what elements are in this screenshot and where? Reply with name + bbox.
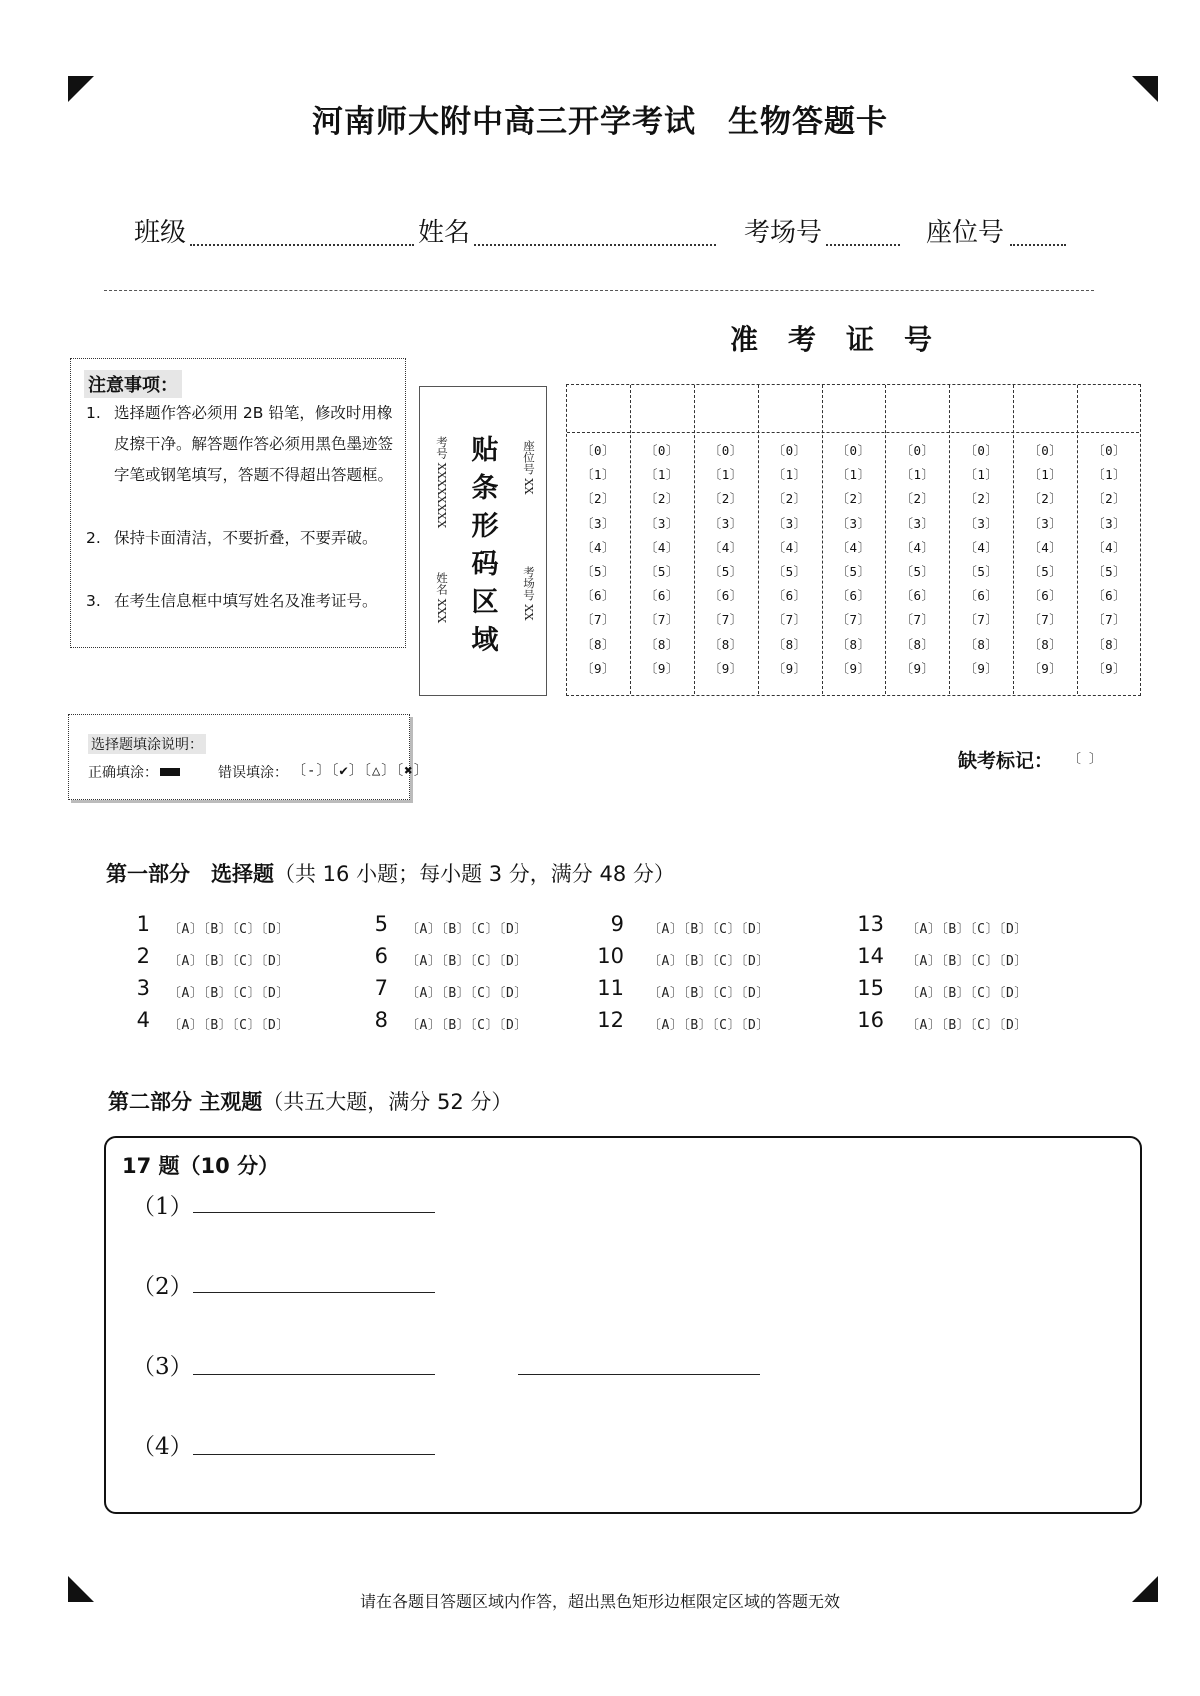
answer-options[interactable]: 〔A〕〔B〕〔C〕〔D〕 — [648, 922, 770, 937]
q17-answer-line-4[interactable] — [193, 1454, 435, 1455]
digit-bubble[interactable]: 〔0〕 — [964, 443, 999, 458]
digit-bubble[interactable]: 〔7〕 — [900, 612, 935, 628]
part2-title-bold: 第二部分 主观题 — [108, 1090, 263, 1114]
digit-bubble[interactable]: 〔8〕 — [836, 636, 871, 652]
digit-bubble[interactable]: 〔6〕 — [836, 588, 871, 604]
footer-note: 请在各题目答题区域内作答，超出黑色矩形边框限定区域的答题无效 — [359, 1592, 840, 1611]
digit-bubble[interactable]: 〔2〕 — [772, 491, 807, 507]
digit-bubble[interactable]: 〔2〕 — [1028, 491, 1063, 507]
digit-bubble[interactable]: 〔1〕 — [644, 467, 679, 483]
q17-sub-label: （2） — [132, 1274, 193, 1300]
room-field[interactable] — [826, 244, 900, 246]
q17-answer-line-1[interactable] — [193, 1212, 435, 1213]
digit-bubble[interactable]: 〔1〕 — [836, 467, 871, 483]
digit-bubble[interactable]: 〔0〕 — [772, 443, 807, 458]
digit-bubble[interactable]: 〔0〕 — [900, 443, 935, 458]
q17-answer-line-3b[interactable] — [518, 1374, 760, 1375]
digit-bubble[interactable]: 〔6〕 — [708, 588, 743, 604]
answer-options[interactable]: 〔A〕〔B〕〔C〕〔D〕 — [906, 922, 1028, 937]
barcode-room: 考场号 XX — [522, 566, 536, 621]
digit-bubble[interactable]: 〔5〕 — [836, 564, 871, 579]
q17-title: 17 题（10 分） — [122, 1154, 280, 1178]
answer-options[interactable]: 〔A〕〔B〕〔C〕〔D〕 — [648, 986, 770, 1001]
question-number: 5 — [374, 912, 388, 936]
barcode-name: 姓名 XXX — [435, 572, 449, 624]
note-number: 3. — [86, 592, 101, 610]
digit-bubble[interactable]: 〔5〕 — [581, 564, 616, 579]
digit-bubble[interactable]: 〔3〕 — [1028, 515, 1063, 531]
digit-bubble[interactable]: 〔8〕 — [644, 636, 679, 652]
part2-title — [108, 1086, 512, 1116]
question-number: 3 — [136, 976, 150, 1000]
digit-bubble[interactable]: 〔0〕 — [1028, 443, 1063, 458]
question-number: 14 — [857, 944, 884, 968]
digit-bubble[interactable]: 〔3〕 — [581, 515, 616, 531]
digit-bubble[interactable]: 〔5〕 — [964, 564, 999, 579]
question-number: 6 — [374, 944, 388, 968]
digit-bubble[interactable]: 〔1〕 — [900, 467, 935, 483]
digit-bubble[interactable]: 〔8〕 — [900, 636, 935, 652]
answer-options[interactable]: 〔A〕〔B〕〔C〕〔D〕 — [168, 1018, 290, 1033]
question-number: 4 — [136, 1008, 150, 1032]
answer-options[interactable]: 〔A〕〔B〕〔C〕〔D〕 — [648, 954, 770, 969]
note-text: 在考生信息框中填写姓名及准考证号。 — [114, 592, 378, 610]
digit-bubble[interactable]: 〔8〕 — [708, 636, 743, 652]
question-number: 8 — [374, 1008, 388, 1032]
digit-bubble[interactable]: 〔4〕 — [1092, 539, 1127, 555]
digit-bubble[interactable]: 〔9〕 — [900, 660, 935, 676]
part1-title — [106, 858, 675, 888]
q17-answer-box — [104, 1136, 1142, 1514]
digit-bubble[interactable]: 〔6〕 — [964, 588, 999, 604]
q17-sub-label: （3） — [132, 1354, 193, 1380]
digit-bubble[interactable]: 〔4〕 — [900, 539, 935, 555]
digit-bubble[interactable]: 〔3〕 — [964, 515, 999, 531]
digit-bubble[interactable]: 〔6〕 — [772, 588, 807, 604]
page-title: 河南师大附中高三开学考试 生物答题卡 — [312, 104, 888, 140]
digit-bubble[interactable]: 〔5〕 — [900, 564, 935, 579]
answer-options[interactable]: 〔A〕〔B〕〔C〕〔D〕 — [168, 986, 290, 1001]
note-item — [86, 398, 402, 522]
answer-options[interactable]: 〔A〕〔B〕〔C〕〔D〕 — [406, 922, 528, 937]
digit-bubble[interactable]: 〔4〕 — [581, 539, 616, 555]
digit-bubble[interactable]: 〔7〕 — [772, 612, 807, 628]
digit-bubble[interactable]: 〔5〕 — [644, 564, 679, 579]
digit-bubble[interactable]: 〔4〕 — [1028, 539, 1063, 555]
digit-bubble[interactable]: 〔8〕 — [772, 636, 807, 652]
digit-bubble[interactable]: 〔5〕 — [1092, 564, 1127, 579]
answer-options[interactable]: 〔A〕〔B〕〔C〕〔D〕 — [168, 922, 290, 937]
note-number: 2. — [86, 529, 101, 547]
part2-title-rest: （共五大题，满分 52 分） — [262, 1090, 513, 1114]
admission-number-title: 准考证号 — [730, 323, 963, 356]
class-label: 班级 — [134, 218, 187, 248]
answer-options[interactable]: 〔A〕〔B〕〔C〕〔D〕 — [648, 1018, 770, 1033]
digit-bubble[interactable]: 〔6〕 — [581, 588, 616, 604]
digit-bubble[interactable]: 〔7〕 — [1028, 612, 1063, 628]
digit-bubble[interactable]: 〔7〕 — [644, 612, 679, 628]
digit-bubble[interactable]: 〔0〕 — [581, 443, 616, 458]
digit-bubble[interactable]: 〔3〕 — [772, 515, 807, 531]
admission-number-grid — [566, 384, 1141, 696]
digit-bubble[interactable]: 〔7〕 — [581, 612, 616, 628]
question-number: 1 — [136, 912, 150, 936]
correct-fill-label: 正确填涂： — [88, 765, 158, 781]
question-number: 7 — [374, 976, 388, 1000]
seat-label: 座位号 — [926, 218, 1005, 248]
digit-bubble[interactable]: 〔0〕 — [644, 443, 679, 458]
digit-bubble[interactable]: 〔4〕 — [836, 539, 871, 555]
answer-options[interactable]: 〔A〕〔B〕〔C〕〔D〕 — [406, 986, 528, 1001]
class-field[interactable] — [190, 244, 414, 246]
digit-bubble[interactable]: 〔6〕 — [900, 588, 935, 604]
digit-bubble[interactable]: 〔8〕 — [1092, 636, 1127, 652]
digit-bubble[interactable]: 〔8〕 — [964, 636, 999, 652]
absent-mark-label: 缺考标记： — [958, 750, 1054, 772]
digit-bubble[interactable]: 〔9〕 — [1028, 660, 1063, 676]
note-text: 保持卡面清洁，不要折叠，不要弄破。 — [114, 529, 378, 547]
notes-heading: 注意事项： — [84, 370, 182, 398]
digit-bubble[interactable]: 〔7〕 — [1092, 612, 1127, 628]
q17-answer-line-3a[interactable] — [193, 1374, 435, 1375]
q17-answer-line-2[interactable] — [193, 1292, 435, 1293]
digit-bubble[interactable]: 〔1〕 — [964, 467, 999, 483]
digit-bubble[interactable]: 〔4〕 — [964, 539, 999, 555]
name-label: 姓名 — [418, 218, 471, 248]
digit-bubble[interactable]: 〔3〕 — [644, 515, 679, 531]
seat-field[interactable] — [1010, 244, 1066, 246]
note-text: 选择题作答必须用 2B 铅笔，修改时用橡皮擦干净。解答题作答必须用黑色墨迹签字笔或钢笔填写，答题不得超出答题框。 — [114, 404, 394, 484]
digit-bubble[interactable]: 〔2〕 — [836, 491, 871, 507]
digit-bubble[interactable]: 〔6〕 — [644, 588, 679, 604]
fill-legend-box — [68, 714, 410, 800]
digit-bubble[interactable]: 〔5〕 — [1028, 564, 1063, 579]
question-number: 16 — [857, 1008, 884, 1032]
digit-bubble[interactable]: 〔8〕 — [1028, 636, 1063, 652]
digit-bubble[interactable]: 〔1〕 — [1092, 467, 1127, 483]
digit-bubble[interactable]: 〔2〕 — [900, 491, 935, 507]
question-number: 15 — [857, 976, 884, 1000]
question-number: 12 — [597, 1008, 624, 1032]
digit-bubble[interactable]: 〔2〕 — [708, 491, 743, 507]
digit-bubble[interactable]: 〔3〕 — [836, 515, 871, 531]
answer-options[interactable]: 〔A〕〔B〕〔C〕〔D〕 — [906, 1018, 1028, 1033]
digit-bubble[interactable]: 〔6〕 — [1028, 588, 1063, 604]
digit-bubble[interactable]: 〔9〕 — [1092, 660, 1127, 676]
answer-options[interactable]: 〔A〕〔B〕〔C〕〔D〕 — [406, 1018, 528, 1033]
wrong-fill-label: 错误填涂： — [218, 765, 288, 781]
grid-header-divider — [567, 432, 1139, 433]
digit-bubble[interactable]: 〔0〕 — [708, 443, 743, 458]
digit-bubble[interactable]: 〔5〕 — [708, 564, 743, 579]
answer-options[interactable]: 〔A〕〔B〕〔C〕〔D〕 — [406, 954, 528, 969]
digit-bubble[interactable]: 〔1〕 — [772, 467, 807, 483]
digit-bubble[interactable]: 〔1〕 — [581, 467, 616, 483]
digit-bubble[interactable]: 〔9〕 — [708, 660, 743, 676]
part1-title-bold: 第一部分 选择题 — [106, 862, 274, 886]
part1-title-rest: （共 16 小题；每小题 3 分，满分 48 分） — [274, 862, 675, 886]
barcode-seat: 座位号 XX — [522, 440, 536, 495]
digit-bubble[interactable]: 〔9〕 — [964, 660, 999, 676]
question-number: 13 — [857, 912, 884, 936]
note-item — [86, 523, 402, 585]
digit-bubble[interactable]: 〔7〕 — [836, 612, 871, 628]
digit-bubble[interactable]: 〔2〕 — [581, 491, 616, 507]
answer-options[interactable]: 〔A〕〔B〕〔C〕〔D〕 — [906, 954, 1028, 969]
digit-bubble[interactable]: 〔7〕 — [964, 612, 999, 628]
note-item — [86, 586, 402, 648]
question-number: 10 — [597, 944, 624, 968]
digit-bubble[interactable]: 〔2〕 — [1092, 491, 1127, 507]
digit-bubble[interactable]: 〔2〕 — [964, 491, 999, 507]
q17-sub-label: （4） — [132, 1434, 193, 1460]
digit-bubble[interactable]: 〔8〕 — [581, 636, 616, 652]
answer-options[interactable]: 〔A〕〔B〕〔C〕〔D〕 — [168, 954, 290, 969]
room-label: 考场号 — [744, 218, 823, 248]
digit-bubble[interactable]: 〔4〕 — [772, 539, 807, 555]
digit-bubble[interactable]: 〔1〕 — [1028, 467, 1063, 483]
answer-options[interactable]: 〔A〕〔B〕〔C〕〔D〕 — [906, 986, 1028, 1001]
digit-bubble[interactable]: 〔7〕 — [708, 612, 743, 628]
digit-bubble[interactable]: 〔0〕 — [1092, 443, 1127, 458]
digit-bubble[interactable]: 〔4〕 — [708, 539, 743, 555]
digit-bubble[interactable]: 〔2〕 — [644, 491, 679, 507]
digit-bubble[interactable]: 〔9〕 — [836, 660, 871, 676]
cut-line — [104, 290, 1094, 291]
barcode-exam-number: 考号 XXXXXXXX — [435, 436, 449, 529]
wrong-fill-examples: 〔-〕〔✔〕〔△〕〔✖〕 — [292, 763, 429, 779]
absent-mark-checkbox[interactable]: 〔 〕 — [1068, 752, 1102, 767]
question-number: 2 — [136, 944, 150, 968]
correct-fill-example — [160, 768, 180, 776]
digit-bubble[interactable]: 〔3〕 — [708, 515, 743, 531]
digit-bubble[interactable]: 〔1〕 — [708, 467, 743, 483]
fill-legend-heading: 选择题填涂说明： — [88, 734, 206, 754]
digit-bubble[interactable]: 〔9〕 — [644, 660, 679, 676]
digit-bubble[interactable]: 〔3〕 — [900, 515, 935, 531]
note-number: 1. — [86, 404, 101, 422]
name-field[interactable] — [474, 244, 716, 246]
digit-bubble[interactable]: 〔0〕 — [836, 443, 871, 458]
q17-sub-label: （1） — [132, 1194, 193, 1220]
question-number: 11 — [597, 976, 624, 1000]
digit-bubble[interactable]: 〔9〕 — [772, 660, 807, 676]
digit-bubble[interactable]: 〔4〕 — [644, 539, 679, 555]
barcode-label: 贴条形码区域 — [471, 435, 499, 656]
digit-bubble[interactable]: 〔6〕 — [1092, 588, 1127, 604]
digit-bubble[interactable]: 〔3〕 — [1092, 515, 1127, 531]
digit-bubble[interactable]: 〔5〕 — [772, 564, 807, 579]
digit-bubble[interactable]: 〔9〕 — [581, 660, 616, 676]
question-number: 9 — [610, 912, 624, 936]
